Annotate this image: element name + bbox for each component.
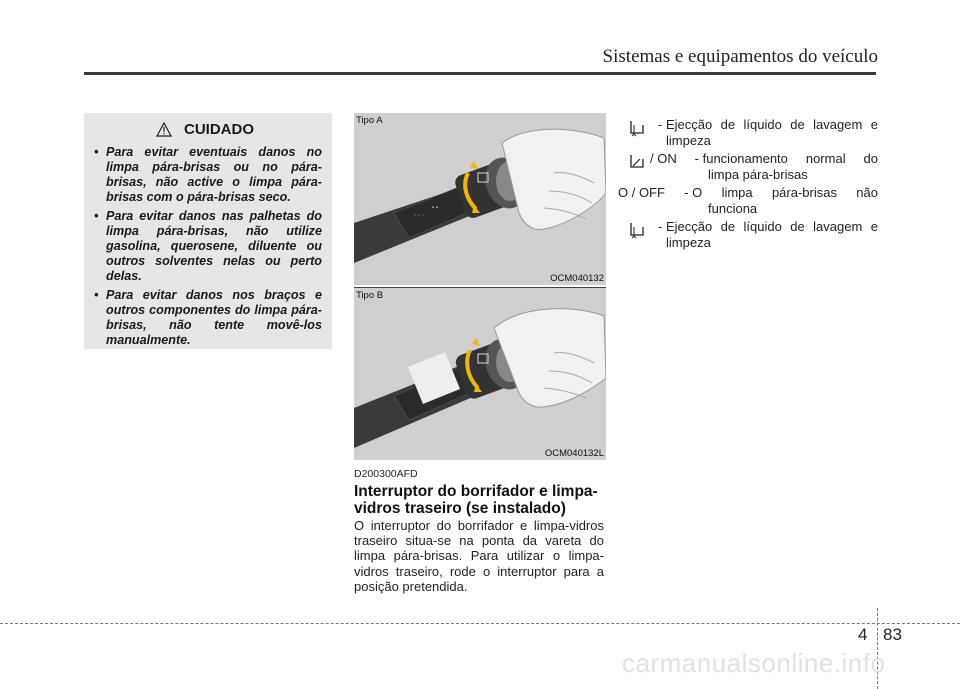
legend-item	[618, 117, 878, 149]
section-title: Interruptor do borrifador e limpa-vidros traseiro (se instalado)	[354, 483, 598, 517]
header-rule	[84, 72, 876, 75]
rear-washer-icon	[628, 119, 646, 137]
legend-word: do	[863, 151, 878, 166]
legend-word: - Ejecção	[658, 219, 713, 234]
caution-heading	[84, 121, 332, 138]
legend-continuation: funciona	[708, 200, 758, 216]
legend-word: e	[870, 219, 878, 234]
caution-box	[84, 113, 332, 349]
header-title: Sistemas e equipamentos do veículo	[602, 46, 878, 67]
svg-text:▪ ▪: ▪ ▪	[432, 205, 438, 211]
legend-item	[618, 219, 878, 251]
wiper-stalk-illustration	[354, 288, 606, 460]
figure-label: Tipo A	[356, 115, 383, 126]
legend-continuation: limpa pára-brisas	[708, 166, 808, 182]
legend-word: de	[720, 117, 736, 132]
legend-word: não	[856, 185, 878, 200]
rear-wiper-icon	[628, 153, 646, 171]
legend-word: de	[790, 219, 805, 234]
rear-washer-icon	[628, 221, 646, 239]
wiper-stalk-illustration	[354, 113, 606, 285]
legend-word: limpa	[721, 185, 753, 200]
figure-type-b	[354, 288, 606, 460]
caution-item: • Para evitar eventuais danos no limpa pára-brisas ou no pára-brisas, não active o limpa pára-brisas com o pára-brisas seco.	[84, 145, 322, 205]
chapter-number: 4	[858, 625, 868, 644]
section-code: D200300AFD	[354, 468, 418, 480]
figure-code: OCM040132L	[544, 448, 604, 459]
svg-text:◦ ◦ ◦: ◦ ◦ ◦	[414, 213, 424, 219]
page-number: 83	[883, 625, 902, 644]
footer-rule	[0, 623, 960, 624]
legend-word: e	[870, 117, 878, 132]
legend-word: lavagem	[813, 117, 863, 132]
legend-word: - funcionamento	[694, 151, 788, 166]
switch-positions-legend	[618, 117, 878, 251]
legend-item	[618, 185, 878, 217]
warning-triangle-icon	[156, 122, 172, 137]
caution-list	[84, 145, 332, 352]
legend-word: normal	[805, 151, 846, 166]
legend-prefix: O / OFF	[618, 185, 665, 200]
legend-word: líquido	[743, 219, 782, 234]
caution-item: • Para evitar danos nas palhetas do limpa pára-brisas, não utilize gasolina, querosene, diluente ou outros solventes nelas ou perto delas.	[84, 209, 322, 284]
legend-word: pára-brisas	[771, 185, 837, 200]
legend-prefix: / ON	[650, 151, 677, 166]
legend-word: de	[720, 219, 736, 234]
figure-code: OCM040132	[550, 273, 604, 284]
caution-heading-text: CUIDADO	[184, 121, 254, 138]
legend-word: líquido	[743, 117, 782, 132]
figure-type-a	[354, 113, 606, 285]
legend-continuation: limpeza	[666, 234, 711, 250]
caution-item: • Para evitar danos nos braços e outros componentes do limpa pára-brisas, não tente movê-los manualmente.	[84, 288, 322, 348]
figure-label: Tipo B	[356, 290, 384, 301]
legend-continuation: limpeza	[666, 132, 711, 148]
legend-word: de	[790, 117, 805, 132]
legend-item	[618, 151, 878, 183]
legend-word: - Ejecção	[658, 117, 713, 132]
watermark: carmanualsonline.info	[622, 648, 886, 678]
legend-word: - O	[684, 185, 703, 200]
legend-word: lavagem	[813, 219, 863, 234]
section-body: O interruptor do borrifador e limpa-vidros traseiro situa-se na ponta da vareta do limpa pára-brisas. Para utilizar o limpa-vidros traseiro, rode o interruptor para a posição pretendida.	[354, 518, 604, 594]
